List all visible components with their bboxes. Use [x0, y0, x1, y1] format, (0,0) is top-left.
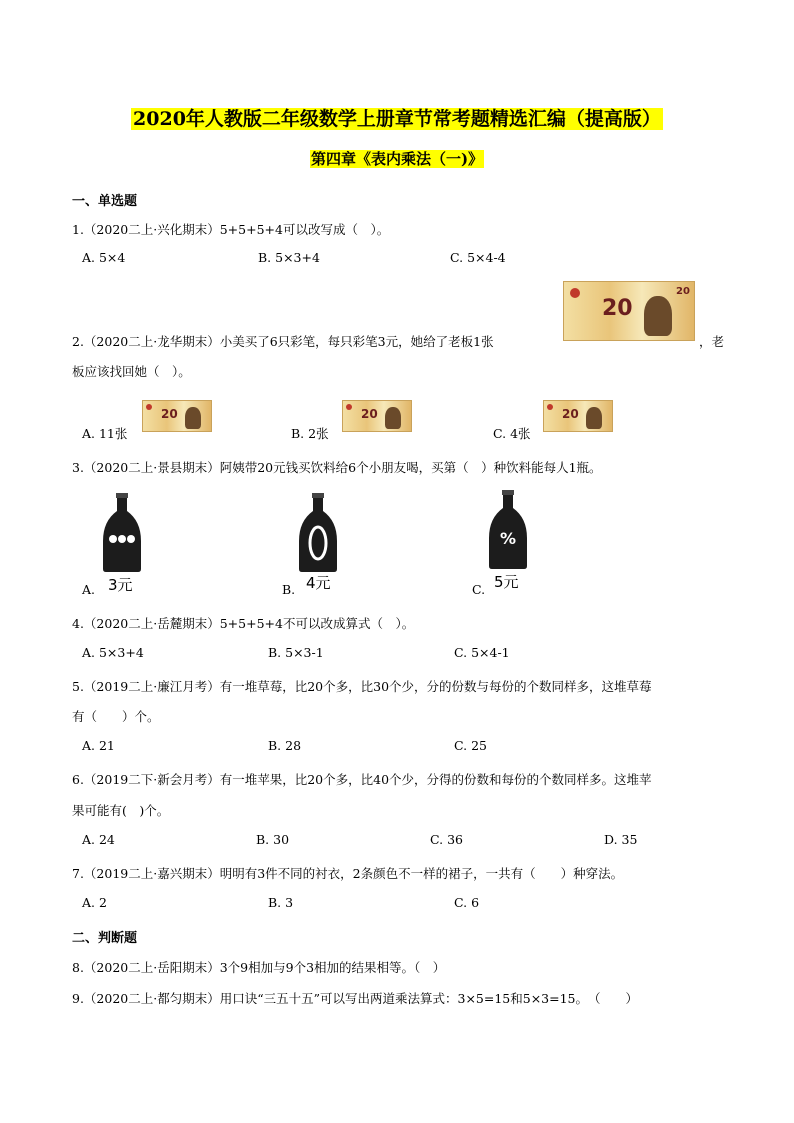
question-2-text-line2: 板应该找回她（ ）。: [72, 364, 191, 379]
question-4-option-c[interactable]: C. 5×4-1: [454, 645, 510, 660]
bottle-drink-icon: [100, 493, 144, 573]
question-3-option-c[interactable]: C.: [472, 582, 486, 597]
section-heading-single-choice: 一、单选题: [72, 194, 138, 209]
question-4-option-a[interactable]: A. 5×3+4: [82, 645, 144, 660]
twenty-yuan-banknote-image: 20 20: [563, 281, 695, 341]
question-7-option-c[interactable]: C. 6: [454, 895, 480, 910]
question-6-text-line2: 果可能有( )个。: [72, 803, 170, 818]
price-label: 5元: [494, 573, 519, 591]
question-9-text: 9.（2020二上·都匀期末）用口诀“三五十五”可以写出两道乘法算式：3×5=15和5×3=15。 （ ）: [72, 991, 639, 1006]
question-1-option-a[interactable]: A. 5×4: [82, 250, 126, 265]
question-6-option-b[interactable]: B. 30: [256, 832, 290, 847]
section-heading-true-false: 二、判断题: [72, 931, 138, 946]
question-2-text: 2.（2020二上·龙华期末）小美买了6只彩笔，每只彩笔3元，她给了老板1张: [72, 334, 494, 349]
question-5-text: 5.（2019二上·廉江月考）有一堆草莓，比20个多，比30个少，分的份数与每份的个数同样多，这堆草莓: [72, 679, 652, 694]
bottle-drink-icon: [296, 493, 340, 573]
question-5-text-line2: 有（ ）个。: [72, 709, 160, 724]
svg-text:%: %: [499, 529, 517, 548]
question-7-option-a[interactable]: A. 2: [82, 895, 107, 910]
question-1-option-c[interactable]: C. 5×4-4: [450, 250, 506, 265]
question-3-option-a[interactable]: A.: [82, 582, 96, 597]
bottle-drink-icon: [486, 490, 530, 570]
document-title: 2020年人教版二年级数学上册章节常考题精选汇编（提高版）: [133, 108, 661, 130]
question-8-text: 8.（2020二上·岳阳期末）3个9相加与9个3相加的结果相等。（ ）: [72, 960, 446, 975]
question-6-option-a[interactable]: A. 24: [82, 832, 115, 847]
question-2-option-c[interactable]: C. 4张: [493, 426, 531, 441]
question-6-option-c[interactable]: C. 36: [430, 832, 463, 847]
question-6-option-d[interactable]: D. 35: [604, 832, 638, 847]
question-4-option-b[interactable]: B. 5×3-1: [268, 645, 324, 660]
question-3-option-b[interactable]: B.: [282, 582, 296, 597]
question-3-text: 3.（2020二上·景县期末）阿姨带20元钱买饮料给6个小朋友喝，买第（ ）种饮料能每人1瓶。: [72, 460, 602, 475]
question-2-text-continued: ，老: [699, 334, 725, 349]
twenty-yuan-banknote-icon: 20: [543, 400, 613, 432]
question-5-option-a[interactable]: A. 21: [82, 738, 115, 753]
question-4-text: 4.（2020二上·岳麓期末）5+5+5+4不可以改成算式（ ）。: [72, 616, 415, 631]
question-5-option-c[interactable]: C. 25: [454, 738, 487, 753]
price-label: 4元: [306, 574, 331, 592]
question-5-option-b[interactable]: B. 28: [268, 738, 302, 753]
price-label: 3元: [108, 576, 133, 594]
twenty-yuan-banknote-icon: 20: [342, 400, 412, 432]
question-2-option-a[interactable]: A. 11张: [82, 426, 128, 441]
question-1-option-b[interactable]: B. 5×3+4: [258, 250, 320, 265]
question-7-option-b[interactable]: B. 3: [268, 895, 294, 910]
twenty-yuan-banknote-icon: 20: [142, 400, 212, 432]
question-7-text: 7.（2019二上·嘉兴期末）明明有3件不同的衬衣，2条颜色不一样的裙子，一共有（ ）种穿法。: [72, 866, 624, 881]
question-6-text: 6.（2019二下·新会月考）有一堆苹果，比20个多，比40个少，分得的份数和每份的个数同样多。这堆苹: [72, 772, 652, 787]
question-1-text: 1.（2020二上·兴化期末）5+5+5+4可以改写成（ ）。: [72, 222, 390, 237]
question-2-option-b[interactable]: B. 2张: [291, 426, 329, 441]
chapter-subtitle: 第四章《表内乘法（一)》: [310, 150, 484, 168]
